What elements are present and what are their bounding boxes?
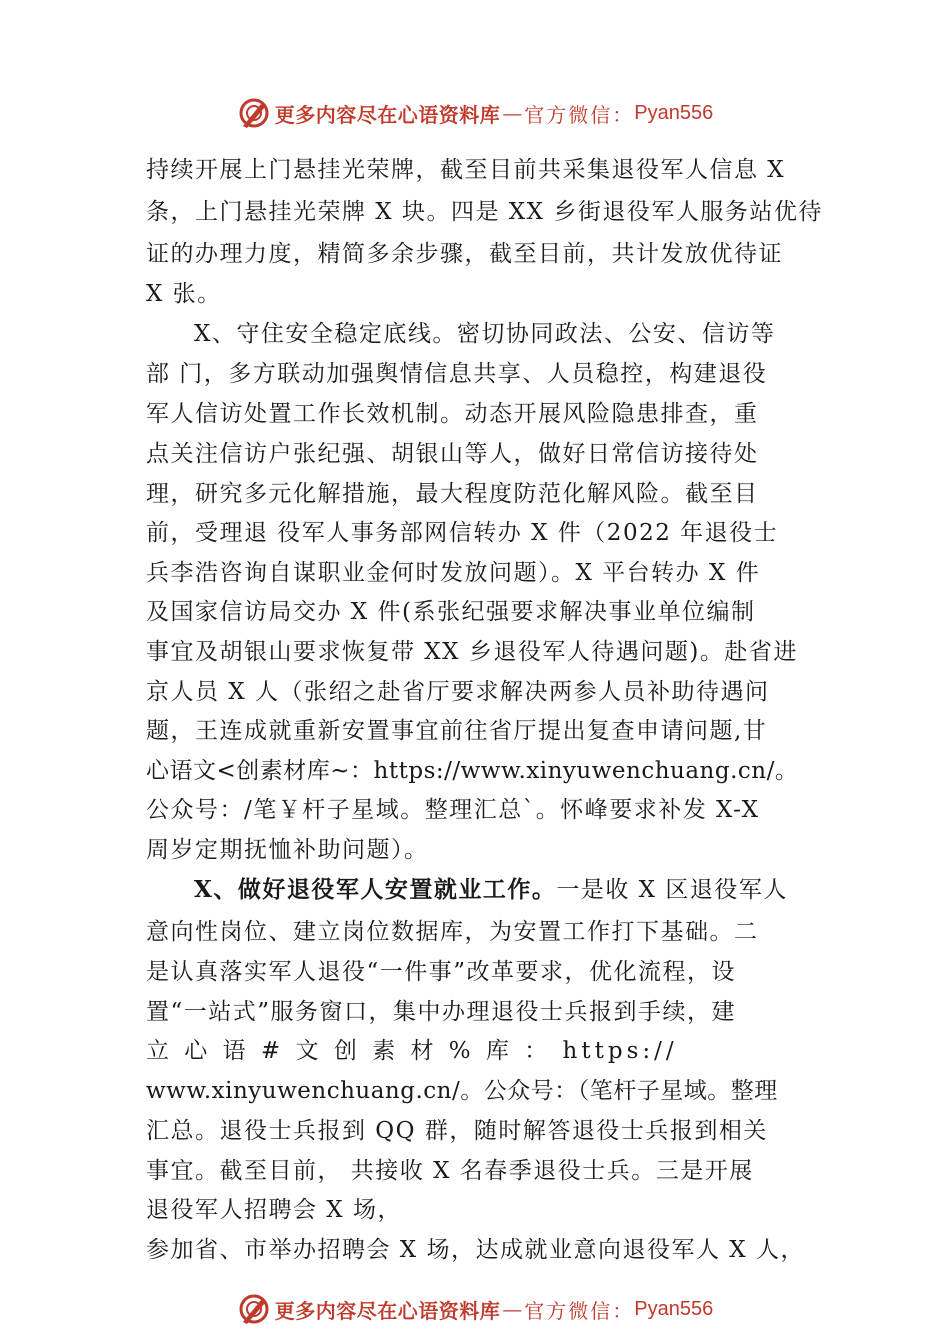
section-heading: X、做好退役军人安置就业工作。	[194, 876, 557, 903]
text-line: 公众号：/笔￥杆子星域。整理汇总`。怀峰要求补发 X-X	[146, 797, 760, 823]
text-line: 心语文<创素材库~：https://www.xinyuwenchuang.cn/。	[146, 758, 799, 784]
pen-logo-icon	[237, 96, 271, 130]
text-line: 意向性岗位、建立岗位数据库，为安置工作打下基础。二	[146, 919, 759, 945]
text-line: 置“一站式”服务窗口，集中办理退役士兵报到手续，建	[146, 999, 737, 1025]
watermark-wechat-label: 官方微信：	[524, 102, 635, 127]
text-line: 兵李浩咨询自谋职业金何时发放问题）。X 平台转办 X 件	[146, 560, 761, 586]
text-line: 部 门，多方联动加强舆情信息共享、人员稳控，构建退役	[146, 361, 768, 387]
text-line: 军人信访处置工作长效机制。动态开展风险隐患排查，重	[146, 401, 759, 427]
watermark-title: 更多内容尽在心语资料库	[274, 102, 501, 127]
text-line: 事宜及胡银山要求恢复带 XX 乡退役军人待遇问题)。赴省进	[146, 639, 798, 665]
text-line: 京人员 X 人（张绍之赴省厅要求解决两参人员补助待遇问	[146, 679, 770, 705]
text-line: www.xinyuwenchuang.cn/。公众号：（笔杆子星域。整理	[146, 1078, 778, 1104]
text-line: 事宜。截至目前， 共接收 X 名春季退役士兵。三是开展	[146, 1158, 754, 1184]
watermark-handle: Pyan556	[634, 1297, 714, 1320]
watermark-dash: —	[502, 101, 523, 125]
pen-logo-icon	[237, 1292, 271, 1326]
text-segment: 一是收 X 区退役军人	[556, 877, 788, 903]
text-line: 立 心 语 # 文 创 素 材 % 库 ： https://	[146, 1038, 678, 1064]
text-line: 理，研究多元化解措施，最大程度防范化解风险。截至目	[146, 481, 759, 507]
text-line: 及国家信访局交办 X 件(系张纪强要求解决事业单位编制	[146, 599, 756, 625]
text-line: 汇总。退役士兵报到 QQ 群，随时解答退役士兵报到相关	[146, 1118, 768, 1144]
watermark-wechat-label: 官方微信：	[524, 1298, 635, 1323]
text-line: X、守住安全稳定底线。密切协同政法、公安、信访等	[194, 321, 776, 347]
watermark-handle: Pyan556	[634, 101, 714, 124]
text-line: 是认真落实军人退役“一件事”改革要求，优化流程，设	[146, 959, 737, 985]
text-line: 点关注信访户张纪强、胡银山等人，做好日常信访接待处	[146, 441, 759, 467]
watermark-banner-bottom	[0, 1289, 950, 1329]
text-line: 持续开展上门悬挂光荣牌，截至目前共采集退役军人信息 X	[146, 157, 786, 183]
text-line: 前，受理退 役军人事务部网信转办 X 件（2022 年退役士	[146, 520, 779, 546]
text-line: 证的办理力度，精简多余步骤，截至目前，共计发放优待证	[146, 241, 783, 267]
watermark-title: 更多内容尽在心语资料库	[274, 1298, 501, 1323]
text-line: 题，王连成就重新安置事宜前往省厅提出复查申请问题,甘	[146, 718, 768, 744]
text-line: X 张。	[146, 281, 222, 307]
text-line: 周岁定期抚恤补助问题）。	[146, 837, 429, 863]
text-line: 条，上门悬挂光荣牌 X 块。四是 XX 乡街退役军人服务站优待	[146, 199, 823, 225]
watermark-banner-top	[0, 93, 950, 133]
text-line: 退役军人招聘会 X 场，	[146, 1197, 402, 1223]
watermark-dash: —	[502, 1297, 523, 1321]
text-line	[194, 875, 862, 905]
text-line: 参加省、市举办招聘会 X 场，达成就业意向退役军人 X 人，	[146, 1237, 805, 1263]
